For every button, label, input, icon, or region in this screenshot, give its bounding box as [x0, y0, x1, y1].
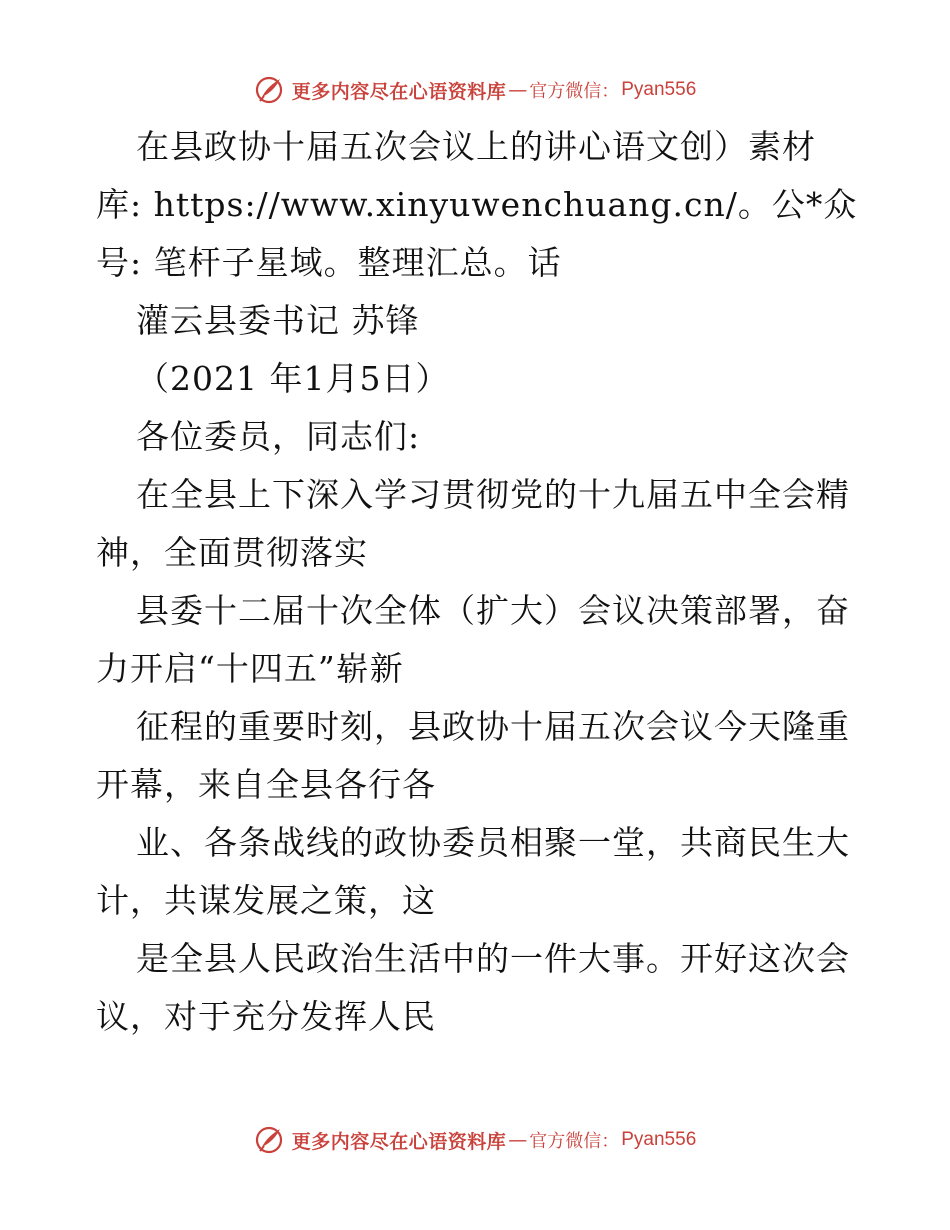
text-line: 是全县人民政治生活中的一件大事。开好这次会 [136, 939, 850, 978]
watermark-sub-text: 官方微信： [529, 1131, 620, 1152]
text-line: 库: https://www.xinyuwenchuang.cn/。公*众 [96, 185, 858, 224]
watermark-main-text: 更多内容尽在心语资料库 [291, 80, 507, 103]
text-line: 号: 笔杆子星域。整理汇总。话 [96, 243, 562, 282]
date-line: （2021 年1月5日） [136, 359, 450, 398]
watermark-wechat-id: Pyan556 [621, 1129, 697, 1150]
text-line: 县委十二届十次全体（扩大）会议决策部署，奋 [136, 591, 850, 630]
watermark-wechat-id: Pyan556 [621, 79, 697, 100]
text-line: 在县政协十届五次会议上的讲心语文创）素材 [136, 127, 816, 166]
quill-logo-icon [254, 75, 284, 105]
text-line: 力开启“十四五”崭新 [96, 649, 404, 688]
watermark-dash: — [508, 1129, 528, 1151]
text-line: 开幕，来自全县各行各 [96, 765, 436, 804]
text-line: 计，共谋发展之策，这 [96, 881, 436, 920]
document-body [96, 118, 866, 1046]
header-watermark [0, 70, 950, 110]
text-line: 神，全面贯彻落实 [96, 533, 368, 572]
text-line: 议，对于充分发挥人民 [96, 997, 436, 1036]
watermark-dash: — [508, 79, 528, 101]
watermark-sub-text: 官方微信： [529, 81, 620, 102]
text-line: 征程的重要时刻，县政协十届五次会议今天隆重 [136, 707, 850, 746]
text-line: 业、各条战线的政协委员相聚一堂，共商民生大 [136, 823, 850, 862]
salutation-line: 各位委员，同志们: [136, 417, 421, 456]
quill-logo-icon [254, 1125, 284, 1155]
text-line: 在全县上下深入学习贯彻党的十九届五中全会精 [136, 475, 850, 514]
watermark-main-text: 更多内容尽在心语资料库 [291, 1130, 507, 1153]
author-line: 灌云县委书记 苏锋 [136, 301, 420, 340]
footer-watermark [0, 1120, 950, 1160]
